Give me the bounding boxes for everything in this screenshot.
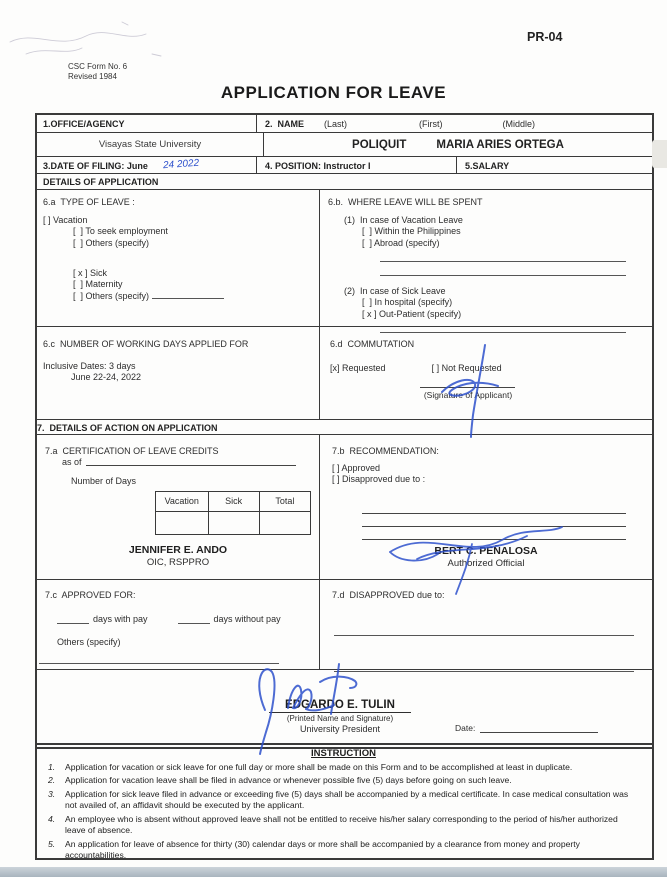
others-vacation-checkbox: [ ]	[73, 237, 84, 248]
instruction-title: INSTRUCTION	[311, 748, 376, 759]
section-6ab	[37, 190, 652, 327]
vacation-checkbox: [ ]	[43, 214, 51, 225]
recommendation-line-3	[362, 527, 626, 540]
others-specify-blank-line	[152, 291, 224, 299]
sick-label: Sick	[90, 267, 108, 278]
checkbox-others-specify	[73, 291, 313, 301]
scan-bottom-bar	[0, 867, 667, 877]
checkbox-within-philippines	[362, 226, 644, 236]
date-label: Date:	[455, 723, 476, 733]
final-approval-row	[37, 670, 652, 747]
university-president-name: EDGARDO E. TULIN	[269, 699, 411, 713]
seek-employment-label: To seek employment	[85, 226, 168, 236]
form-number: CSC Form No. 6	[68, 62, 128, 71]
page-title: APPLICATION FOR LEAVE	[220, 83, 447, 102]
seek-employment-checkbox: [ ]	[73, 226, 84, 236]
section-7ab	[37, 435, 652, 580]
name-last-label: (Last)	[324, 119, 348, 129]
type-of-leave-cell	[37, 190, 320, 326]
out-patient-checkbox: [ x ]	[362, 308, 377, 319]
office-agency-value: Visayas State University	[37, 133, 264, 156]
where-leave-spent-cell	[320, 190, 652, 326]
authorized-official-position: Authorized Official	[447, 558, 525, 569]
applicant-name-cell	[264, 133, 652, 156]
form-code: PR-04	[527, 30, 563, 44]
instruction-item-5	[45, 839, 642, 861]
checkbox-in-hospital	[362, 297, 644, 307]
printed-name-caption: (Printed Name and Signature)	[286, 714, 394, 723]
approval-date-row	[455, 723, 598, 733]
approved-label: Approved	[341, 462, 381, 473]
abroad-blank-line-1	[380, 250, 626, 262]
checkbox-not-requested	[432, 363, 502, 373]
vacation-leave-case: (1) In case of Vacation Leave	[344, 214, 463, 225]
authorized-official-name: BERT C. PEÑALOSA	[434, 545, 538, 557]
as-of-label: as of	[62, 456, 82, 467]
instruction-1-number: 1.	[48, 761, 56, 772]
name-header-cell	[257, 115, 652, 132]
instruction-4-number: 4.	[48, 813, 56, 824]
pencil-scribble-mark	[4, 14, 174, 69]
application-form-table	[35, 113, 654, 749]
instruction-5-number: 5.	[48, 838, 56, 849]
requested-label: Requested	[342, 362, 386, 373]
name-label: 2. NAME	[265, 119, 305, 129]
where-leave-spent-title: 6.b. WHERE LEAVE WILL BE SPENT	[328, 196, 483, 207]
sick-checkbox: [ x ]	[73, 267, 88, 278]
certifying-officer-position: OIC, RSPPRO	[146, 556, 210, 568]
disapproved-label: Disapproved due to :	[342, 474, 426, 484]
instruction-item-3	[45, 789, 642, 811]
checkbox-sick	[73, 268, 313, 278]
certifying-officer-name: JENNIFER E. ANDO	[128, 543, 228, 556]
credits-sick-value	[208, 511, 259, 534]
instruction-item-2	[45, 775, 642, 786]
recommendation-blank-lines	[362, 501, 626, 540]
instruction-2-number: 2.	[48, 775, 56, 786]
within-philippines-label: Within the Philippines	[374, 226, 461, 236]
position-label: 4. POSITION: Instructor I	[257, 157, 457, 173]
certification-cell	[37, 435, 320, 579]
approved-others-blank-line	[39, 663, 279, 664]
checkbox-vacation	[43, 215, 313, 225]
checkbox-seek-employment	[73, 226, 313, 236]
credits-col-vacation: Vacation	[156, 491, 209, 511]
out-patient-label: Out-Patient (specify)	[379, 308, 462, 319]
office-agency-label: 1.OFFICE/AGENCY	[37, 115, 257, 132]
within-philippines-checkbox: [ ]	[362, 226, 373, 236]
applicant-signature-line	[420, 387, 515, 388]
commutation-cell	[320, 327, 652, 419]
recommendation-line-2	[362, 514, 626, 527]
maternity-checkbox: [ ]	[73, 279, 84, 289]
type-of-leave-title: 6.a TYPE OF LEAVE :	[43, 196, 135, 207]
vacation-label: Vacation	[53, 214, 88, 225]
days-without-pay-label: days without pay	[213, 613, 281, 624]
handwritten-date: 24 2022	[162, 157, 200, 172]
details-of-action-header: 7. DETAILS OF ACTION ON APPLICATION	[37, 420, 652, 435]
maternity-label: Maternity	[85, 279, 123, 289]
pay-days-row	[57, 614, 311, 624]
sick-leave-case: (2) In case of Sick Leave	[344, 285, 446, 296]
as-of-row	[62, 457, 311, 467]
details-of-application-header: DETAILS OF APPLICATION	[37, 174, 652, 190]
instruction-2-text: Application for vacation leave shall be filed in advance or whenever possible five (5) days before going on such leave.	[65, 775, 512, 786]
scan-edge-shadow	[652, 140, 667, 168]
recommendation-cell	[320, 435, 652, 579]
values-row	[37, 133, 652, 157]
signature-of-applicant-caption: (Signature of Applicant)	[423, 390, 513, 400]
leave-credits-table	[155, 491, 311, 535]
checkbox-others-vacation	[73, 238, 313, 248]
credits-col-total: Total	[259, 491, 310, 511]
inclusive-dates: Inclusive Dates: 3 days	[43, 360, 136, 371]
university-president-block	[225, 695, 455, 734]
recommendation-line-1	[362, 501, 626, 514]
date-position-row	[37, 157, 652, 174]
disapproved-checkbox: [ ]	[332, 474, 340, 484]
requested-checkbox: [x]	[330, 362, 340, 373]
credits-total-value	[259, 511, 310, 534]
checkbox-maternity	[73, 279, 313, 289]
date-of-filing-cell	[37, 157, 257, 173]
name-first-label: (First)	[419, 119, 443, 129]
checkbox-approved	[332, 463, 640, 473]
disapproved-cell	[320, 580, 652, 669]
working-days-title: 6.c NUMBER OF WORKING DAYS APPLIED FOR	[43, 338, 249, 349]
not-requested-label: Not Requested	[441, 362, 502, 373]
form-revised: Revised 1984	[68, 72, 117, 82]
not-requested-checkbox: [ ]	[431, 362, 440, 373]
form-number-block	[68, 62, 127, 83]
inclusive-dates-value: June 22-24, 2022	[71, 372, 142, 382]
credits-header-row	[156, 491, 311, 511]
number-of-days-label: Number of Days	[71, 475, 137, 486]
credits-col-sick: Sick	[208, 491, 259, 511]
salary-label: 5.SALARY	[465, 161, 510, 171]
abroad-label: Abroad (specify)	[374, 237, 440, 248]
days-with-pay-blank	[57, 616, 89, 624]
section-6cd	[37, 327, 652, 420]
name-middle-label: (Middle)	[502, 119, 536, 129]
checkbox-out-patient	[362, 309, 644, 319]
others-specify-label: Others (specify)	[85, 290, 150, 301]
date-blank-line	[480, 725, 598, 733]
working-days-cell	[37, 327, 320, 419]
recommendation-options	[332, 463, 640, 485]
days-with-pay-label: days with pay	[93, 613, 148, 624]
commutation-options	[330, 363, 642, 373]
recommendation-title: 7.b RECOMMENDATION:	[332, 445, 439, 456]
approved-others-label: Others (specify)	[57, 636, 121, 647]
approved-checkbox: [ ]	[332, 462, 340, 473]
date-of-filing-label: 3.DATE OF FILING: June	[43, 161, 148, 171]
abroad-checkbox: [ ]	[362, 237, 373, 248]
instruction-3-number: 3.	[48, 788, 56, 799]
approved-for-title: 7.c APPROVED FOR:	[45, 589, 136, 600]
days-without-pay-blank	[178, 616, 210, 624]
in-hospital-checkbox: [ ]	[362, 297, 373, 307]
abroad-blank-line-2	[380, 264, 626, 276]
disapproved-title: 7.d DISAPPROVED due to:	[332, 589, 445, 600]
credits-value-row	[156, 511, 311, 534]
commutation-title: 6.d COMMUTATION	[330, 338, 415, 349]
others-vacation-label: Others (specify)	[85, 237, 150, 248]
instruction-4-text: An employee who is absent without approved leave shall not be entitled to receive his/her salary corresponding to the period of his/her authorized leave of absence.	[65, 813, 618, 835]
header-row	[37, 115, 652, 133]
applicant-first-middle-name: MARIA ARIES ORTEGA	[436, 138, 564, 151]
disapproved-line-1	[334, 626, 634, 636]
instruction-item-1	[45, 762, 642, 773]
instruction-5-text: An application for leave of absence for thirty (30) calendar days or more shall be accompanied by a clearance from money and property accountabilities.	[65, 838, 580, 860]
checkbox-abroad	[362, 238, 644, 248]
others-specify-checkbox: [ ]	[73, 290, 84, 301]
certification-title: 7.a CERTIFICATION OF LEAVE CREDITS	[45, 445, 219, 456]
instruction-1-text: Application for vacation or sick leave for one full day or more shall be made on this Form and to be accomplished at least in duplicate.	[65, 761, 573, 772]
instruction-box	[35, 743, 654, 860]
as-of-blank-line	[86, 457, 296, 466]
checkbox-disapproved	[332, 474, 640, 484]
in-hospital-label: In hospital (specify)	[374, 297, 453, 307]
instruction-3-text: Application for sick leave filed in advance or exceeding five (5) days shall be accompanied by a medical certificate. In case medical consultation was not availed of, an affidavit should be executed by the applicant.	[65, 788, 629, 811]
section-7cd	[37, 580, 652, 670]
university-president-title: University President	[299, 724, 381, 734]
applicant-last-name: POLIQUIT	[352, 138, 407, 151]
credits-vacation-value	[156, 511, 209, 534]
checkbox-requested	[330, 363, 386, 373]
instruction-item-4	[45, 814, 642, 836]
approved-for-cell	[37, 580, 320, 669]
